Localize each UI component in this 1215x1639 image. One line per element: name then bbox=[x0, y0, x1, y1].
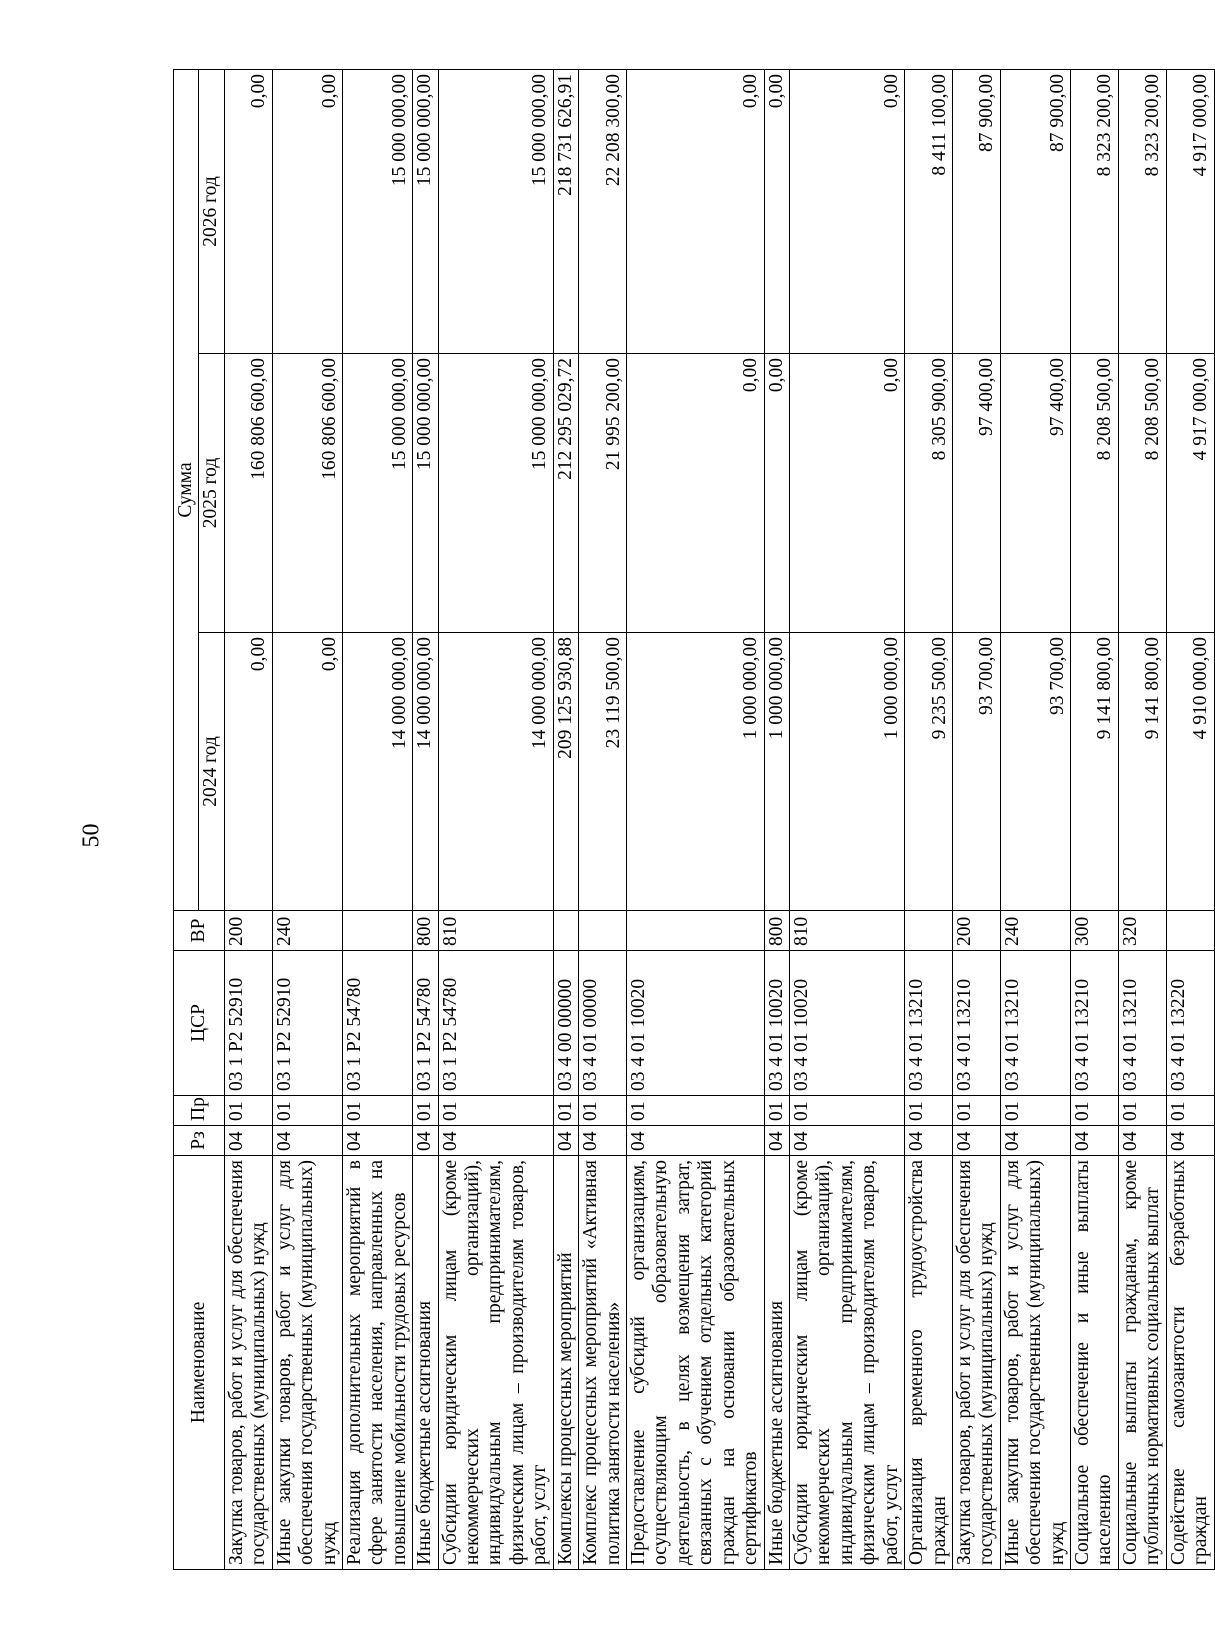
row-2026: 8 411 100,00 bbox=[905, 70, 953, 354]
row-vr bbox=[553, 911, 578, 951]
row-vr bbox=[1166, 911, 1214, 951]
row-name: Содействие самозанятости безработных граждан bbox=[1166, 1156, 1214, 1570]
row-2024: 9 141 800,00 bbox=[1071, 633, 1119, 911]
row-rz: 04 bbox=[224, 1126, 272, 1156]
row-2024: 93 700,00 bbox=[952, 633, 1000, 911]
table-row bbox=[224, 70, 272, 1570]
row-vr: 200 bbox=[224, 911, 272, 951]
row-2024: 14 000 000,00 bbox=[438, 633, 553, 911]
row-2026: 15 000 000,00 bbox=[413, 70, 438, 354]
row-rz: 04 bbox=[553, 1126, 578, 1156]
row-2026: 0,00 bbox=[789, 70, 904, 354]
table-row bbox=[342, 70, 412, 1570]
row-2025: 8 208 500,00 bbox=[1071, 354, 1119, 633]
row-name: Иные закупки товаров, работ и услуг для обеспечения государственных (муниципальных) нужд bbox=[272, 1156, 342, 1570]
row-pr: 01 bbox=[553, 1096, 578, 1126]
row-rz: 04 bbox=[764, 1126, 789, 1156]
row-rz: 04 bbox=[1071, 1126, 1119, 1156]
row-2026: 0,00 bbox=[272, 70, 342, 354]
row-name: Субсидии юридическим лицам (кроме некоммерческих организаций), индивидуальным предпринимателям, физическим лицам – производителям товаров, работ, услуг bbox=[438, 1156, 553, 1570]
row-2024: 14 000 000,00 bbox=[413, 633, 438, 911]
row-2026: 87 900,00 bbox=[952, 70, 1000, 354]
row-2025: 160 806 600,00 bbox=[224, 354, 272, 633]
row-2024: 9 141 800,00 bbox=[1118, 633, 1166, 911]
table-row bbox=[1166, 70, 1214, 1570]
row-vr: 810 bbox=[789, 911, 904, 951]
budget-table bbox=[173, 69, 1215, 1570]
row-2025: 0,00 bbox=[789, 354, 904, 633]
row-2026: 87 900,00 bbox=[1000, 70, 1070, 354]
row-csr: 03 4 00 00000 bbox=[553, 951, 578, 1096]
header-2025: 2025 год bbox=[199, 354, 224, 633]
row-csr: 03 1 P2 52910 bbox=[272, 951, 342, 1096]
row-2025: 160 806 600,00 bbox=[272, 354, 342, 633]
header-pr: Пр bbox=[174, 1096, 225, 1126]
row-csr: 03 4 01 13210 bbox=[1000, 951, 1070, 1096]
row-vr: 320 bbox=[1118, 911, 1166, 951]
row-name: Иные закупки товаров, работ и услуг для обеспечения государственных (муниципальных) нужд bbox=[1000, 1156, 1070, 1570]
row-2025: 15 000 000,00 bbox=[413, 354, 438, 633]
row-2026: 218 731 626,91 bbox=[553, 70, 578, 354]
row-2025: 15 000 000,00 bbox=[342, 354, 412, 633]
row-csr: 03 1 P2 54780 bbox=[438, 951, 553, 1096]
row-csr: 03 1 P2 52910 bbox=[224, 951, 272, 1096]
table-row bbox=[579, 70, 627, 1570]
table-row bbox=[905, 70, 953, 1570]
row-csr: 03 4 01 00000 bbox=[579, 951, 627, 1096]
row-name: Реализация дополнительных мероприятий в сфере занятости населения, направленных на повышение мобильности трудовых ресурсов bbox=[342, 1156, 412, 1570]
row-rz: 04 bbox=[272, 1126, 342, 1156]
row-2024: 4 910 000,00 bbox=[1166, 633, 1214, 911]
row-vr: 240 bbox=[1000, 911, 1070, 951]
row-csr: 03 4 01 13210 bbox=[905, 951, 953, 1096]
row-2024: 1 000 000,00 bbox=[764, 633, 789, 911]
row-2025: 15 000 000,00 bbox=[438, 354, 553, 633]
row-2024: 9 235 500,00 bbox=[905, 633, 953, 911]
row-csr: 03 4 01 13210 bbox=[1071, 951, 1119, 1096]
row-rz: 04 bbox=[1000, 1126, 1070, 1156]
row-2026: 8 323 200,00 bbox=[1118, 70, 1166, 354]
row-rz: 04 bbox=[1166, 1126, 1214, 1156]
row-pr: 01 bbox=[413, 1096, 438, 1126]
page-number bbox=[72, 815, 112, 855]
table-row bbox=[413, 70, 438, 1570]
row-vr bbox=[579, 911, 627, 951]
header-vr: ВР bbox=[174, 911, 225, 951]
row-name: Закупка товаров, работ и услуг для обеспечения государственных (муниципальных) нужд bbox=[224, 1156, 272, 1570]
header-2026: 2026 год bbox=[199, 70, 224, 354]
row-pr: 01 bbox=[905, 1096, 953, 1126]
row-pr: 01 bbox=[438, 1096, 553, 1126]
row-rz: 04 bbox=[579, 1126, 627, 1156]
table-row bbox=[438, 70, 553, 1570]
row-pr: 01 bbox=[1000, 1096, 1070, 1126]
row-2026: 8 323 200,00 bbox=[1071, 70, 1119, 354]
row-name: Комплекс процессных мероприятий «Активная политика занятости населения» bbox=[579, 1156, 627, 1570]
row-2026: 0,00 bbox=[224, 70, 272, 354]
row-name: Организация временного трудоустройства граждан bbox=[905, 1156, 953, 1570]
header-csr: ЦСР bbox=[174, 951, 225, 1096]
rotated-table-wrapper bbox=[173, 70, 1212, 1570]
row-pr: 01 bbox=[764, 1096, 789, 1126]
row-pr: 01 bbox=[952, 1096, 1000, 1126]
row-2025: 0,00 bbox=[627, 354, 765, 633]
row-2025: 8 208 500,00 bbox=[1118, 354, 1166, 633]
row-vr bbox=[905, 911, 953, 951]
row-rz: 04 bbox=[905, 1126, 953, 1156]
table-row bbox=[1000, 70, 1070, 1570]
header-sum: Сумма bbox=[174, 70, 199, 911]
row-vr: 200 bbox=[952, 911, 1000, 951]
row-rz: 04 bbox=[789, 1126, 904, 1156]
row-csr: 03 4 01 10020 bbox=[789, 951, 904, 1096]
row-csr: 03 4 01 10020 bbox=[627, 951, 765, 1096]
row-2025: 4 917 000,00 bbox=[1166, 354, 1214, 633]
row-vr: 800 bbox=[764, 911, 789, 951]
row-2026: 0,00 bbox=[627, 70, 765, 354]
row-pr: 01 bbox=[1071, 1096, 1119, 1126]
row-pr: 01 bbox=[224, 1096, 272, 1126]
header-row-top bbox=[174, 70, 199, 1570]
row-2025: 212 295 029,72 bbox=[553, 354, 578, 633]
row-rz: 04 bbox=[438, 1126, 553, 1156]
row-rz: 04 bbox=[1118, 1126, 1166, 1156]
row-2024: 1 000 000,00 bbox=[789, 633, 904, 911]
row-name: Иные бюджетные ассигнования bbox=[413, 1156, 438, 1570]
row-vr: 240 bbox=[272, 911, 342, 951]
row-pr: 01 bbox=[272, 1096, 342, 1126]
row-name: Социальное обеспечение и иные выплаты населению bbox=[1071, 1156, 1119, 1570]
row-csr: 03 4 01 10020 bbox=[764, 951, 789, 1096]
table-body bbox=[224, 70, 1214, 1570]
row-csr: 03 4 01 13210 bbox=[952, 951, 1000, 1096]
row-pr: 01 bbox=[789, 1096, 904, 1126]
row-2024: 23 119 500,00 bbox=[579, 633, 627, 911]
row-2024: 14 000 000,00 bbox=[342, 633, 412, 911]
table-row bbox=[1118, 70, 1166, 1570]
row-csr: 03 1 P2 54780 bbox=[342, 951, 412, 1096]
row-2026: 15 000 000,00 bbox=[438, 70, 553, 354]
row-2024: 1 000 000,00 bbox=[627, 633, 765, 911]
row-vr: 810 bbox=[438, 911, 553, 951]
row-name: Комплексы процессных мероприятий bbox=[553, 1156, 578, 1570]
header-2024: 2024 год bbox=[199, 633, 224, 911]
row-2026: 0,00 bbox=[764, 70, 789, 354]
table-row bbox=[553, 70, 578, 1570]
table-row bbox=[789, 70, 904, 1570]
row-name: Субсидии юридическим лицам (кроме некоммерческих организаций), индивидуальным предпринимателям, физическим лицам – производителям товаров, работ, услуг bbox=[789, 1156, 904, 1570]
row-2024: 93 700,00 bbox=[1000, 633, 1070, 911]
row-2025: 0,00 bbox=[764, 354, 789, 633]
row-rz: 04 bbox=[342, 1126, 412, 1156]
table-row bbox=[952, 70, 1000, 1570]
row-vr bbox=[627, 911, 765, 951]
row-2025: 8 305 900,00 bbox=[905, 354, 953, 633]
row-pr: 01 bbox=[1118, 1096, 1166, 1126]
row-name: Социальные выплаты гражданам, кроме публичных нормативных социальных выплат bbox=[1118, 1156, 1166, 1570]
row-2026: 22 208 300,00 bbox=[579, 70, 627, 354]
row-2026: 4 917 000,00 bbox=[1166, 70, 1214, 354]
row-rz: 04 bbox=[413, 1126, 438, 1156]
row-csr: 03 4 01 13210 bbox=[1118, 951, 1166, 1096]
row-vr bbox=[342, 911, 412, 951]
row-2024: 0,00 bbox=[224, 633, 272, 911]
row-2025: 97 400,00 bbox=[1000, 354, 1070, 633]
row-2026: 15 000 000,00 bbox=[342, 70, 412, 354]
row-pr: 01 bbox=[627, 1096, 765, 1126]
row-pr: 01 bbox=[1166, 1096, 1214, 1126]
row-pr: 01 bbox=[342, 1096, 412, 1126]
row-name: Предоставление субсидий организациям, осуществляющим образовательную деятельность, в целях возмещения затрат, связанных с обучением отдельных категорий граждан на основании образовательных сертификатов bbox=[627, 1156, 765, 1570]
row-pr: 01 bbox=[579, 1096, 627, 1126]
row-2024: 0,00 bbox=[272, 633, 342, 911]
table-row bbox=[764, 70, 789, 1570]
table-row bbox=[272, 70, 342, 1570]
page-number-text: 50 bbox=[78, 823, 105, 847]
header-name: Наименование bbox=[174, 1156, 225, 1570]
row-csr: 03 1 P2 54780 bbox=[413, 951, 438, 1096]
table-row bbox=[627, 70, 765, 1570]
row-name: Иные бюджетные ассигнования bbox=[764, 1156, 789, 1570]
row-2025: 21 995 200,00 bbox=[579, 354, 627, 633]
table-row bbox=[1071, 70, 1119, 1570]
row-rz: 04 bbox=[952, 1126, 1000, 1156]
row-name: Закупка товаров, работ и услуг для обеспечения государственных (муниципальных) нужд bbox=[952, 1156, 1000, 1570]
row-rz: 04 bbox=[627, 1126, 765, 1156]
row-2025: 97 400,00 bbox=[952, 354, 1000, 633]
row-csr: 03 4 01 13220 bbox=[1166, 951, 1214, 1096]
row-vr: 800 bbox=[413, 911, 438, 951]
row-vr: 300 bbox=[1071, 911, 1119, 951]
row-2024: 209 125 930,88 bbox=[553, 633, 578, 911]
header-rz: Рз bbox=[174, 1126, 225, 1156]
